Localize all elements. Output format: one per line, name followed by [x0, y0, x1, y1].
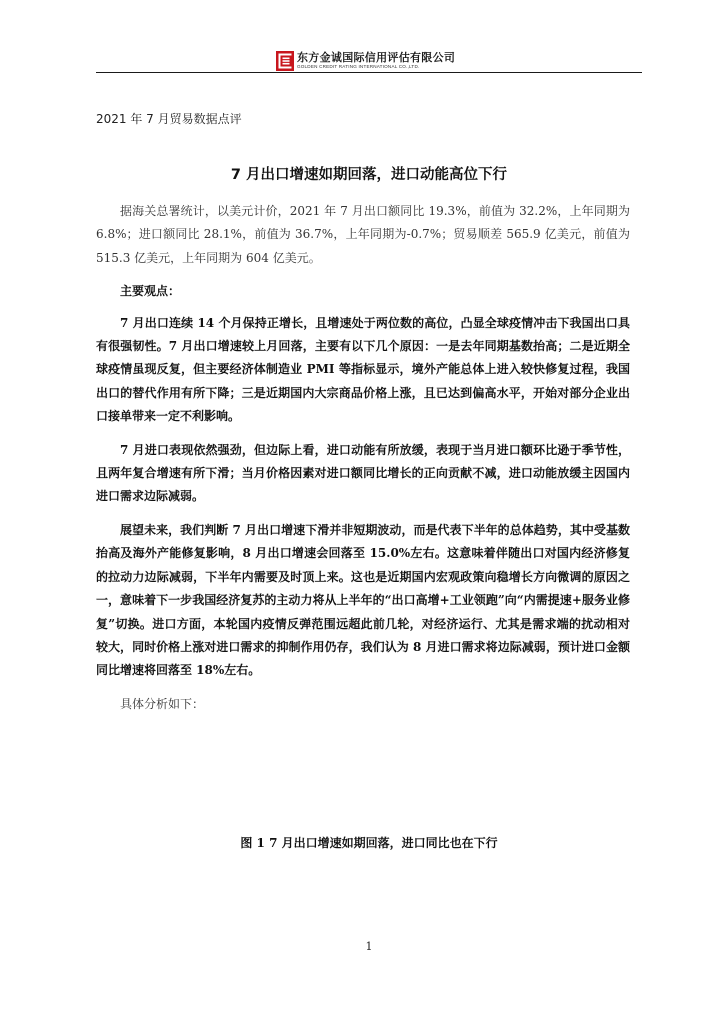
- summary-paragraph: 据海关总署统计，以美元计价，2021 年 7 月出口额同比 19.3%，前值为 32.2%，上年同期为 6.8%；进口额同比 28.1%，前值为 36.7%，上年同期为-0.7%；贸易顺差 565.9 亿美元，前值为 515.3 亿美元，上年同期为 604 亿美元。: [96, 204, 630, 265]
- document-label: 2021 年 7 月贸易数据点评: [96, 112, 242, 126]
- export-analysis-paragraph: 7 月出口连续 14 个月保持正增长，且增速处于两位数的高位，凸显全球疫情冲击下我国出口具有很强韧性。7 月出口增速较上月回落，主要有以下几个原因：一是去年同期基数抬高；二是近期全球疫情虽现反复，但主要经济体制造业 PMI 等指标显示，境外产能总体上进入较快修复过程，我国出口的替代作用有所下降；三是近期国内大宗商品价格上涨，且已达到偏高水平，开始对部分企业出口接单带来一定不利影响。: [96, 315, 630, 424]
- company-logo-icon: [276, 51, 294, 71]
- import-analysis-paragraph: 7 月进口表现依然强劲，但边际上看，进口动能有所放缓，表现于当月进口额环比逊于季节性，且两年复合增速有所下滑；当月价格因素对进口额同比增长的正向贡献不减，进口动能放缓主因国内进口需求边际减弱。: [96, 442, 630, 504]
- page-number: 1: [365, 940, 373, 953]
- page-title: 7 月出口增速如期回落，进口动能高位下行: [230, 167, 508, 183]
- outlook-paragraph: 展望未来，我们判断 7 月出口增速下滑并非短期波动，而是代表下半年的总体趋势，其中受基数抬高及海外产能修复影响，8 月出口增速会回落至 15.0%左右。这意味着伴随出口对国内经济修复的拉动力边际减弱，下半年内需要及时顶上来。这也是近期国内宏观政策向稳增长方向微调的原因之一，意味着下一步我国经济复苏的主动力将从上半年的“出口高增+工业领跑”向“内需提速+服务业修复”切换。进口方面，本轮国内疫情反弹范围远超此前几轮，对经济运行、尤其是需求端的扰动相对较大，同时价格上涨对进口需求的抑制作用仍存，我们认为 8 月进口需求将边际减弱，预计进口金额同比增速将回落至 18%左右。: [96, 522, 630, 678]
- company-name-en: GOLDEN CREDIT RATING INTERNATIONAL CO.,LTD.: [297, 64, 420, 70]
- figure-caption: 图 1 7 月出口增速如期回落，进口同比也在下行: [240, 836, 498, 850]
- detail-intro-paragraph: 具体分析如下：: [120, 696, 205, 711]
- company-name-cn: 东方金诚国际信用评估有限公司: [297, 51, 456, 65]
- header-divider: [96, 72, 642, 73]
- page-header: [276, 50, 455, 72]
- report-body: [96, 200, 630, 726]
- key-points-heading: 主要观点：: [120, 284, 181, 299]
